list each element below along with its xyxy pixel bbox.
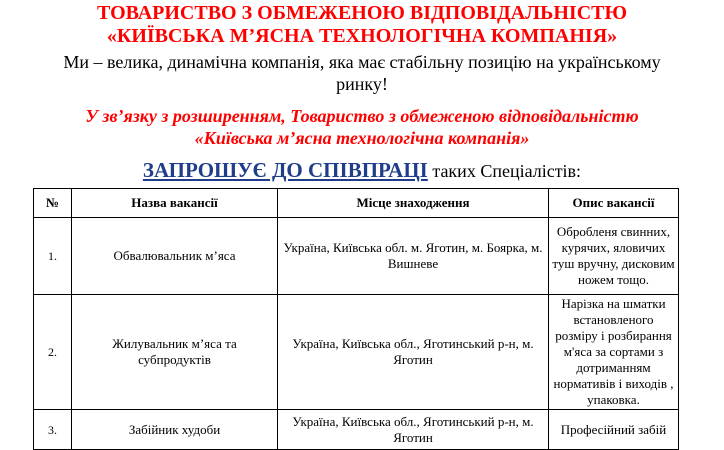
header-location: Місце знаходження xyxy=(278,189,549,218)
header-vacancy-name: Назва вакансії xyxy=(72,189,278,218)
vacancy-name: Жилувальник м’яса та субпродуктів xyxy=(72,295,278,410)
table-header-row xyxy=(34,189,679,218)
expansion-line2: «Київська м’ясна технологічна компанія» xyxy=(194,128,530,148)
header-description: Опис вакансії xyxy=(549,189,679,218)
vacancy-location: Україна, Київська обл., Яготинський р-н, м. Яготин xyxy=(278,295,549,410)
table-row xyxy=(34,295,679,410)
invite-heading xyxy=(0,158,724,183)
table-row xyxy=(34,410,679,450)
vacancy-location: Україна, Київська обл. м. Яготин, м. Боярка, м. Вишневе xyxy=(278,218,549,295)
table-row xyxy=(34,218,679,295)
expansion-line1: У зв’язку з розширенням, Товариство з обмеженою відповідальністю xyxy=(85,106,639,126)
vacancy-description: Обробленя свинних, курячих, яловичих туш вручну, дисковим ножем тощо. xyxy=(549,218,679,295)
company-title-line2: «КИЇВСЬКА М’ЯСНА ТЕХНОЛОГІЧНА КОМПАНІЯ» xyxy=(106,25,618,47)
intro-line1: Ми – велика, динамічна компанія, яка має стабільну позицію на українському xyxy=(63,52,661,72)
vacancy-location: Україна, Київська обл., Яготинський р-н, м. Яготин xyxy=(278,410,549,450)
invite-highlight: ЗАПРОШУЄ ДО СПІВПРАЦІ xyxy=(142,158,428,182)
header-number: № xyxy=(34,189,72,218)
vacancies-table xyxy=(33,188,679,450)
row-number: 2. xyxy=(34,295,72,410)
company-title-line1: ТОВАРИСТВО З ОБМЕЖЕНОЮ ВІДПОВІДАЛЬНІСТЮ xyxy=(97,2,627,24)
vacancy-description: Нарізка на шматки встановленого розміру і розбирання м'яса за сортами з дотриманням нормативів і виходів , упаковка. xyxy=(549,295,679,410)
vacancy-description: Професійний забій xyxy=(549,410,679,450)
invite-rest: таких Спеціалістів: xyxy=(427,161,582,181)
intro-line2: ринку! xyxy=(336,74,388,94)
row-number: 1. xyxy=(34,218,72,295)
row-number: 3. xyxy=(34,410,72,450)
vacancy-name: Забійник худоби xyxy=(72,410,278,450)
vacancy-name: Обвалювальник м’яса xyxy=(72,218,278,295)
